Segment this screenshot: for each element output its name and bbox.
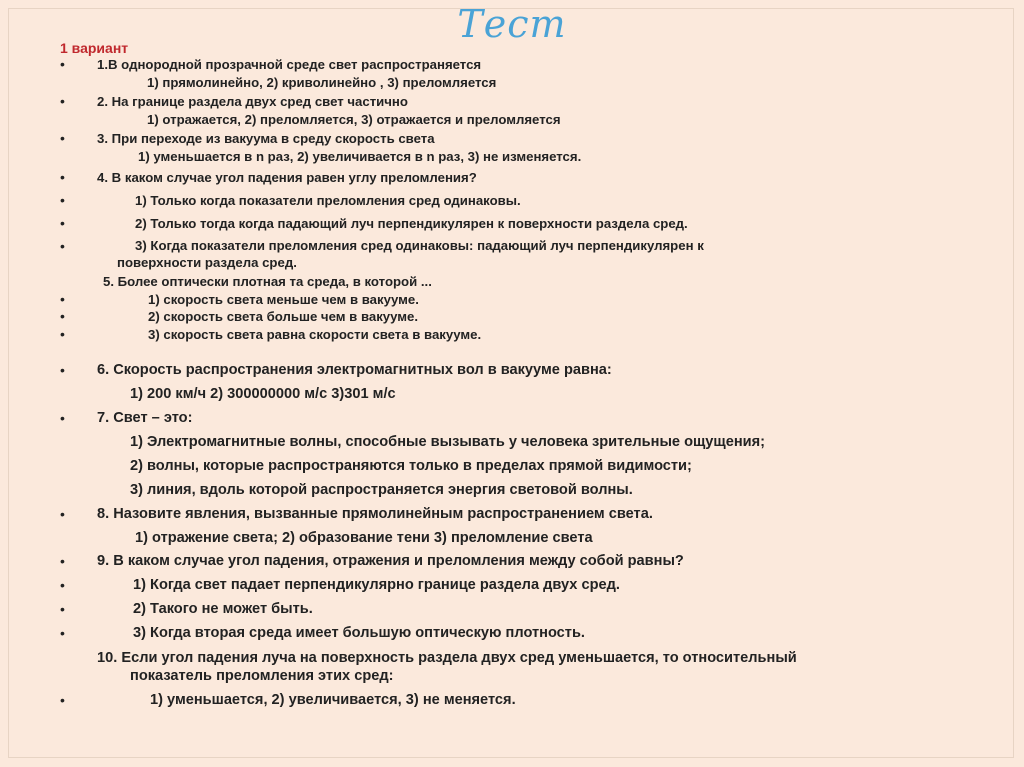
answer: 3) линия, вдоль которой распространяется энергия световой волны. bbox=[130, 482, 633, 498]
answer: 2) Такого не может быть. bbox=[133, 601, 313, 617]
question-2: 2. На границе раздела двух сред свет частично bbox=[97, 94, 408, 109]
answer: 2) Только тогда когда падающий луч перпендикулярен к поверхности раздела сред. bbox=[135, 216, 688, 231]
variant-label: 1 вариант bbox=[60, 40, 129, 56]
question-7: 7. Свет – это: bbox=[97, 410, 193, 426]
answer: 3) Когда вторая среда имеет большую оптическую плотность. bbox=[133, 625, 585, 641]
question-5: 5. Более оптически плотная та среда, в которой ... bbox=[103, 274, 432, 289]
question-10: 10. Если угол падения луча на поверхность раздела двух сред уменьшается, то относительный bbox=[97, 650, 797, 666]
bullet: • bbox=[60, 238, 65, 254]
answer: поверхности раздела сред. bbox=[117, 255, 297, 270]
bullet: • bbox=[60, 601, 65, 617]
bullet: • bbox=[60, 577, 65, 593]
answer: 1) отражение света; 2) образование тени 3) преломление света bbox=[135, 530, 593, 546]
page-title: Тест bbox=[457, 2, 567, 46]
answer: 1) Электромагнитные волны, способные вызывать у человека зрительные ощущения; bbox=[130, 434, 766, 450]
bullet: • bbox=[60, 692, 65, 708]
answer: 1) уменьшается в n раз, 2) увеличивается в n раз, 3) не изменяется. bbox=[138, 149, 582, 164]
question-6: 6. Скорость распространения электромагнитных вол в вакууме равна: bbox=[97, 362, 612, 378]
answer: 1) уменьшается, 2) увеличивается, 3) не меняется. bbox=[150, 692, 516, 708]
question-9: 9. В каком случае угол падения, отражения и преломления между собой равны? bbox=[97, 553, 684, 569]
bullet: • bbox=[60, 291, 65, 307]
answer: 2) скорость света больше чем в вакууме. bbox=[148, 309, 419, 324]
answer: 3) Когда показатели преломления сред одинаковы: падающий луч перпендикулярен к bbox=[135, 238, 704, 253]
bullet: • bbox=[60, 625, 65, 641]
bullet: • bbox=[60, 93, 65, 109]
answer: 2) волны, которые распространяются только в пределах прямой видимости; bbox=[130, 458, 692, 474]
bullet: • bbox=[60, 506, 65, 522]
question-4: 4. В каком случае угол падения равен углу преломления? bbox=[97, 170, 477, 185]
bullet: • bbox=[60, 362, 65, 378]
bullet: • bbox=[60, 56, 65, 72]
answer: 1) Когда свет падает перпендикулярно границе раздела двух сред. bbox=[133, 577, 620, 593]
bullet: • bbox=[60, 553, 65, 569]
question-8: 8. Назовите явления, вызванные прямолинейным распространением света. bbox=[97, 506, 653, 522]
bullet: • bbox=[60, 169, 65, 185]
answer: 3) скорость света равна скорости света в вакууме. bbox=[148, 327, 482, 342]
answer: 1) скорость света меньше чем в вакууме. bbox=[148, 292, 419, 307]
answer: 1) 200 км/ч 2) 300000000 м/с 3)301 м/с bbox=[130, 386, 396, 402]
bullet: • bbox=[60, 130, 65, 146]
bullet: • bbox=[60, 192, 65, 208]
question-3: 3. При переходе из вакуума в среду скорость света bbox=[97, 131, 435, 146]
answer: показатель преломления этих сред: bbox=[130, 668, 394, 684]
answer: 1) прямолинейно, 2) криволинейно , 3) преломляется bbox=[147, 75, 497, 90]
bullet: • bbox=[60, 308, 65, 324]
answer: 1) отражается, 2) преломляется, 3) отражается и преломляется bbox=[147, 112, 561, 127]
answer: 1) Только когда показатели преломления сред одинаковы. bbox=[135, 193, 521, 208]
bullet: • bbox=[60, 326, 65, 342]
bullet: • bbox=[60, 410, 65, 426]
bullet: • bbox=[60, 215, 65, 231]
question-1: 1.В однородной прозрачной среде свет распространяется bbox=[97, 57, 482, 72]
